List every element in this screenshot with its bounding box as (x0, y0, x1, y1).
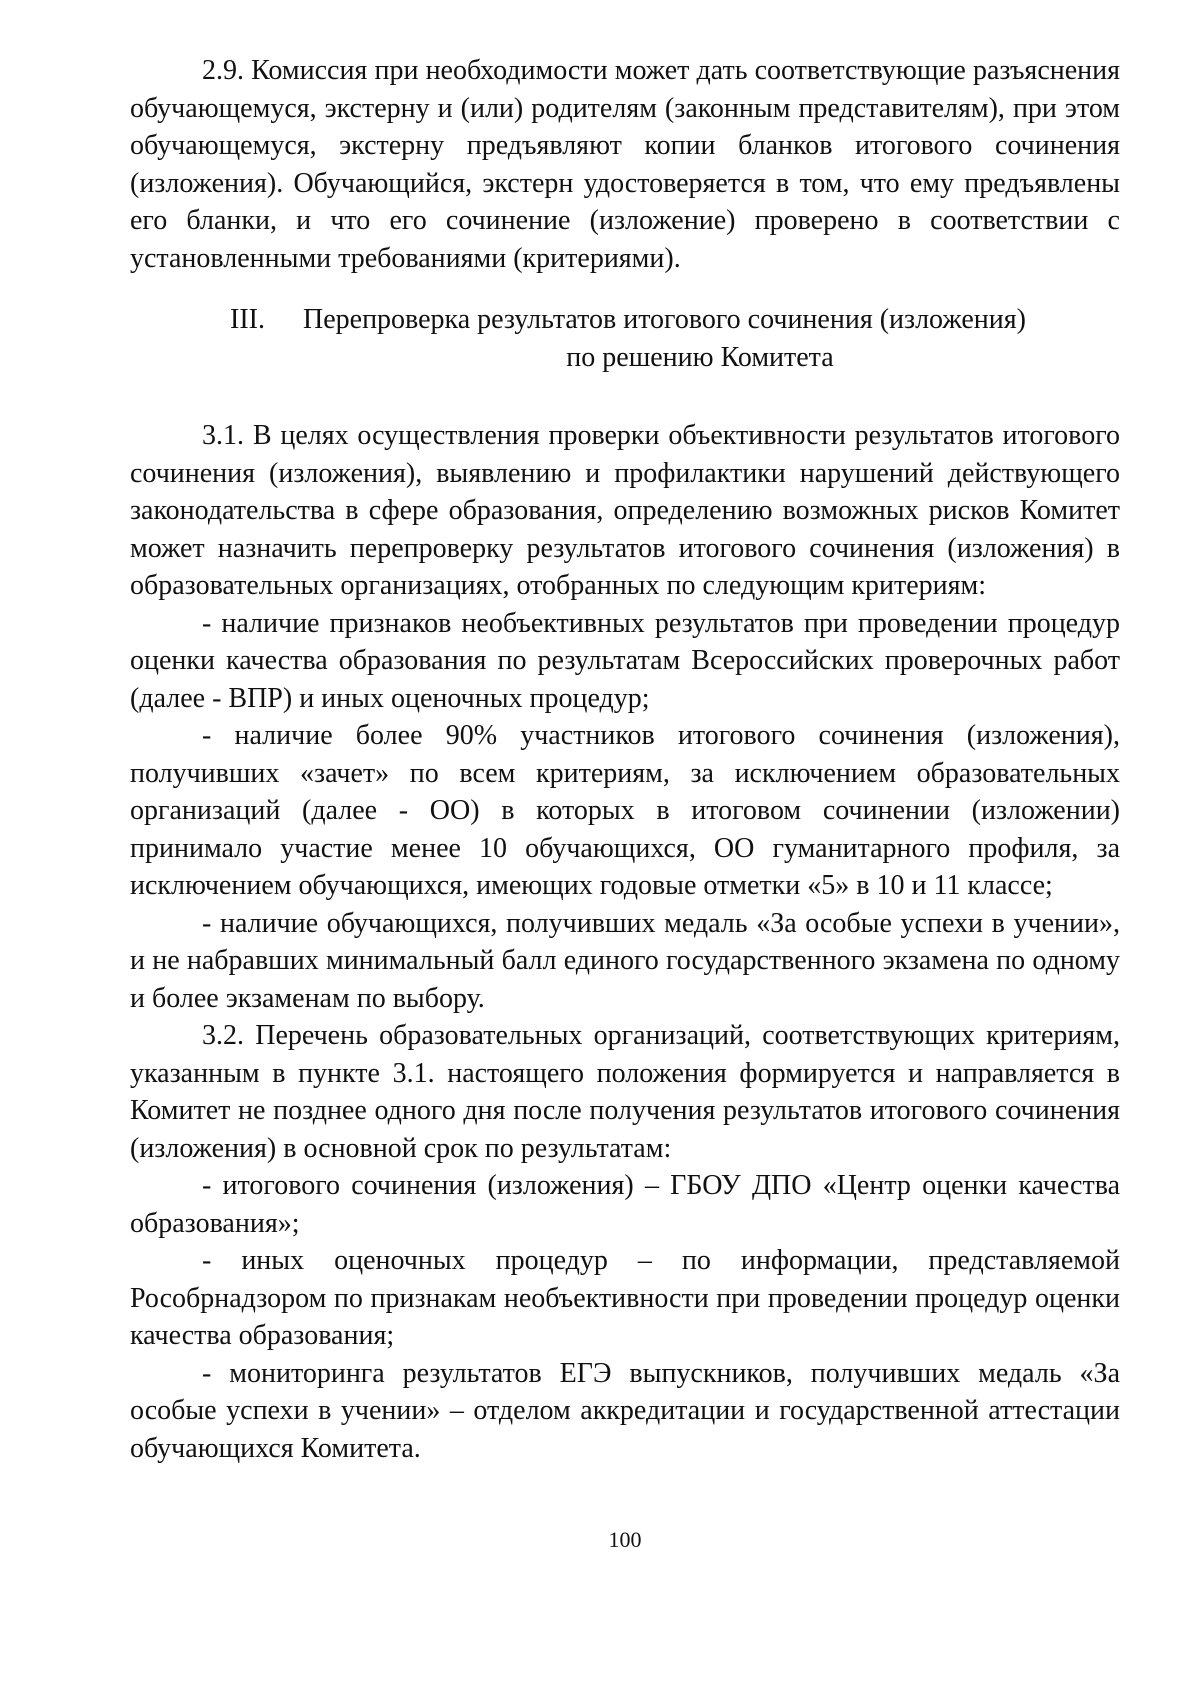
source-item: - итогового сочинения (изложения) – ГБОУ ДПО «Центр оценки качества образования»; (130, 1170, 1120, 1239)
section-title-line2: по решению Комитета (566, 341, 834, 373)
section-heading (130, 301, 1120, 376)
source-item: - мониторинга результатов ЕГЭ выпускников, получивших медаль «За особые успехи в учении» – отделом аккредитации и государственной аттестации обучающихся Комитета. (130, 1357, 1120, 1464)
section-title-line1: Перепроверка результатов итогового сочинения (изложения) (303, 304, 1026, 335)
paragraph-2-9: 2.9. Комиссия при необходимости может дать соответствующие разъяснения обучающемуся, экстерну и (или) родителям (законным представителям), при этом обучающемуся, экстерну предъявляют копии бланков итогового сочинения (изложения). Обучающийся, экстерн удостоверяется в том, что ему предъявлены его бланки, и что его сочинение (изложение) проверено в соответствии с установленными требованиями (критериями). (130, 55, 1120, 274)
document-page (130, 52, 1120, 1467)
source-item: - иных оценочных процедур – по информации, представляемой Рособрнадзором по признакам необъективности при проведении процедур оценки качества образования; (130, 1245, 1120, 1351)
page-number: 100 (608, 1527, 642, 1552)
criterion-item: - наличие более 90% участников итогового сочинения (изложения), получивших «зачет» по всем критериям, за исключением образовательных организаций (далее - ОО) в которых в итоговом сочинении (изложении) принимало участие менее 10 обучающихся, ОО гуманитарного профиля, за исключением обучающихся, имеющих годовые отметки «5» в 10 и 11 классе; (130, 720, 1120, 901)
criterion-item: - наличие признаков необъективных результатов при проведении процедур оценки качества образования по результатам Всероссийских проверочных работ (далее - ВПР) и иных оценочных процедур; (130, 607, 1120, 714)
criterion-item: - наличие обучающихся, получивших медаль «За особые успехи в учении», и не набравших минимальный балл единого государственного экзамена по одному и более экзаменам по выбору. (130, 907, 1120, 1014)
section-number: III. (230, 304, 265, 335)
section-heading-line1 (130, 301, 1120, 339)
paragraph-3-1: 3.1. В целях осуществления проверки объективности результатов итогового сочинения (изложения), выявлению и профилактики нарушений действующего законодательства в сфере образования, определению возможных рисков Комитет может назначить перепроверку результатов итогового сочинения (изложения) в образовательных организациях, отобранных по следующим критериям: (130, 420, 1120, 601)
paragraph-3-2: 3.2. Перечень образовательных организаций, соответствующих критериям, указанным в пункте 3.1. настоящего положения формируется и направляется в Комитет не позднее одного дня после получения результатов итогового сочинения (изложения) в основной срок по результатам: (130, 1020, 1120, 1164)
